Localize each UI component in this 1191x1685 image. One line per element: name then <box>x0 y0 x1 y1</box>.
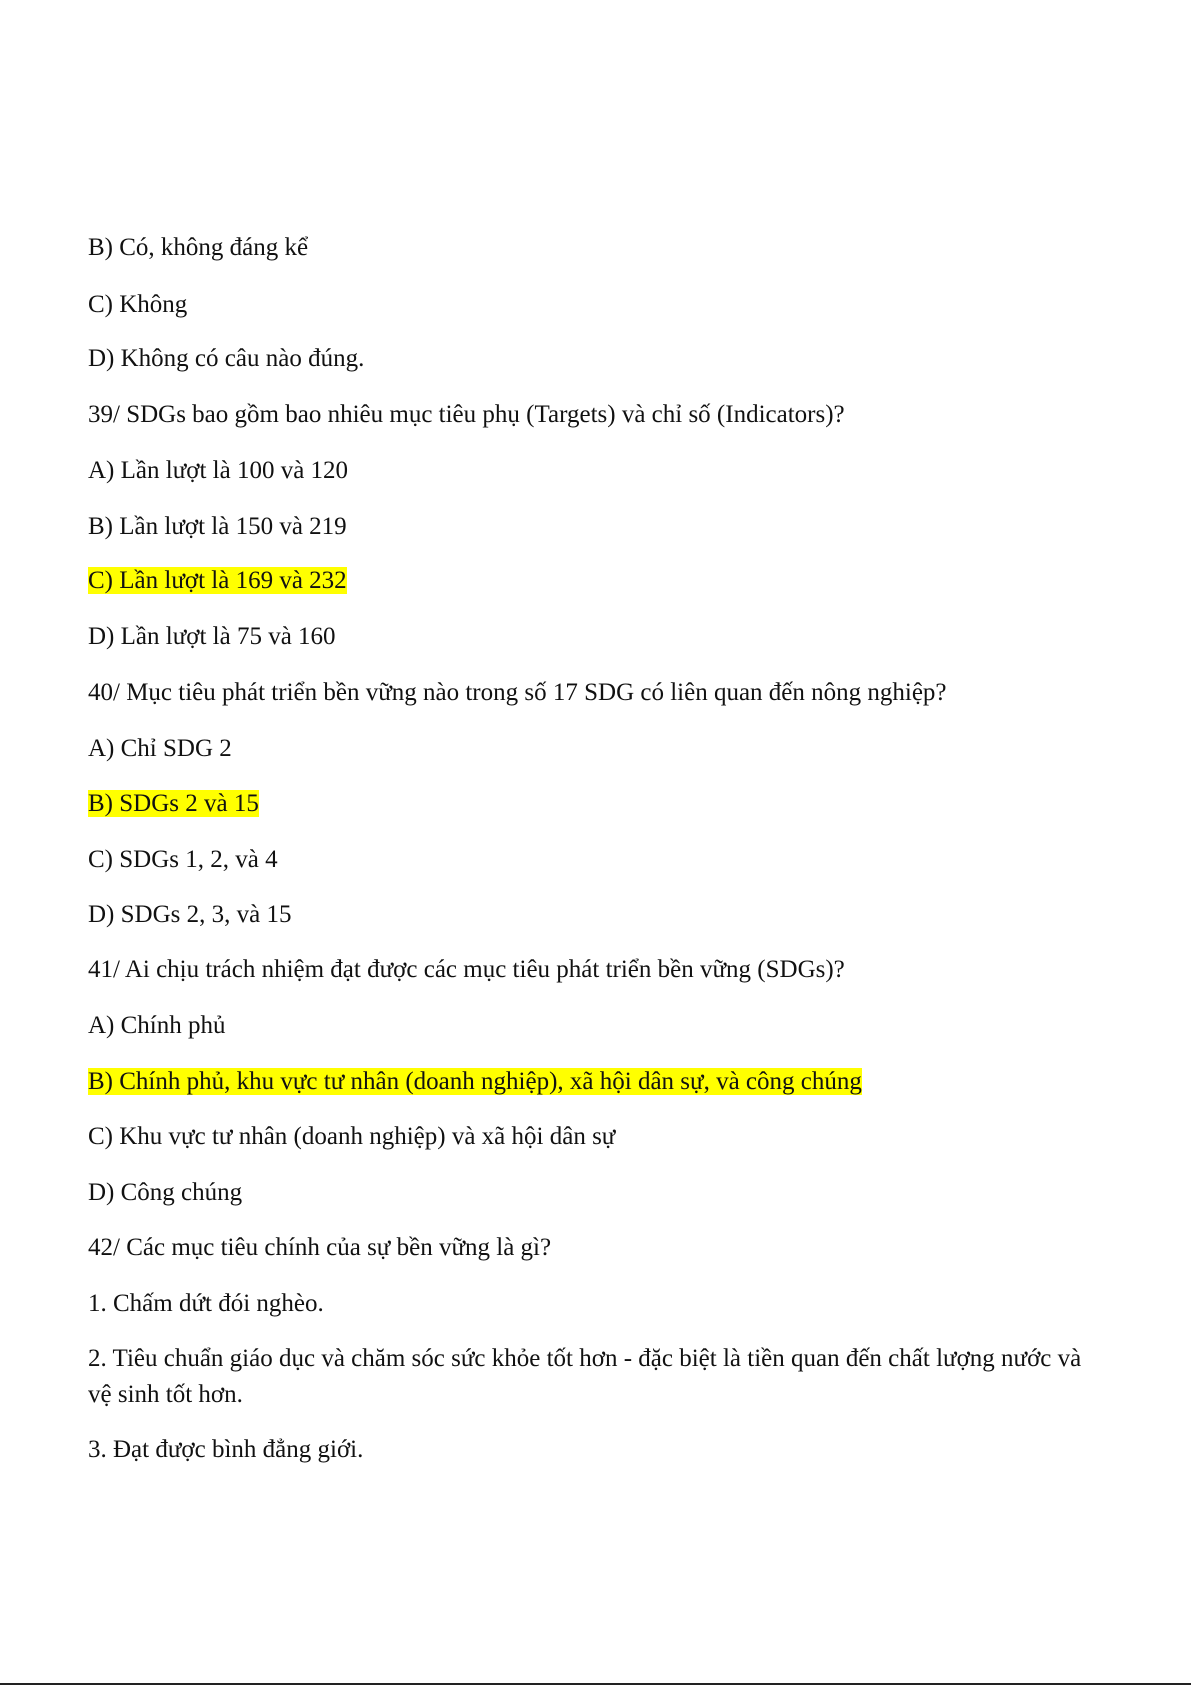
question-42: 42/ Các mục tiêu chính của sự bền vững là gì? <box>88 1234 552 1261</box>
goal-item-3: 3. Đạt được bình đẳng giới. <box>88 1436 364 1463</box>
option-b-q39: B) Lần lượt là 150 và 219 <box>88 513 347 540</box>
option-d-q38: D) Không có câu nào đúng. <box>88 345 365 372</box>
question-41: 41/ Ai chịu trách nhiệm đạt được các mục tiêu phát triển bền vững (SDGs)? <box>88 956 845 983</box>
answer-highlight: B) Chính phủ, khu vực tư nhân (doanh nghiệp), xã hội dân sự, và công chúng <box>88 1068 862 1095</box>
question-39: 39/ SDGs bao gồm bao nhiêu mục tiêu phụ (Targets) và chỉ số (Indicators)? <box>88 401 845 428</box>
option-d-q41: D) Công chúng <box>88 1179 243 1206</box>
option-a-q41: A) Chính phủ <box>88 1012 226 1039</box>
option-a-q39: A) Lần lượt là 100 và 120 <box>88 457 349 484</box>
option-c-q39-answer <box>88 563 347 599</box>
option-b-q41-answer <box>88 1064 862 1100</box>
answer-highlight: B) SDGs 2 và 15 <box>88 790 259 817</box>
option-a-q40: A) Chỉ SDG 2 <box>88 735 232 762</box>
option-c-q38: C) Không <box>88 291 188 318</box>
option-b-q40-answer <box>88 786 259 822</box>
option-c-q40: C) SDGs 1, 2, và 4 <box>88 846 278 873</box>
answer-highlight: C) Lần lượt là 169 và 232 <box>88 567 347 594</box>
option-b-q38: B) Có, không đáng kể <box>88 234 309 261</box>
option-d-q39: D) Lần lượt là 75 và 160 <box>88 623 336 650</box>
option-d-q40: D) SDGs 2, 3, và 15 <box>88 901 292 928</box>
option-c-q41: C) Khu vực tư nhân (doanh nghiệp) và xã hội dân sự <box>88 1123 616 1150</box>
question-40: 40/ Mục tiêu phát triển bền vững nào trong số 17 SDG có liên quan đến nông nghiệp? <box>88 679 947 706</box>
goal-item-1: 1. Chấm dứt đói nghèo. <box>88 1290 324 1317</box>
goal-item-2: 2. Tiêu chuẩn giáo dục và chăm sóc sức khỏe tốt hơn - đặc biệt là tiền quan đến chất lượng nước và vệ sinh tốt hơn. <box>88 1345 1082 1408</box>
